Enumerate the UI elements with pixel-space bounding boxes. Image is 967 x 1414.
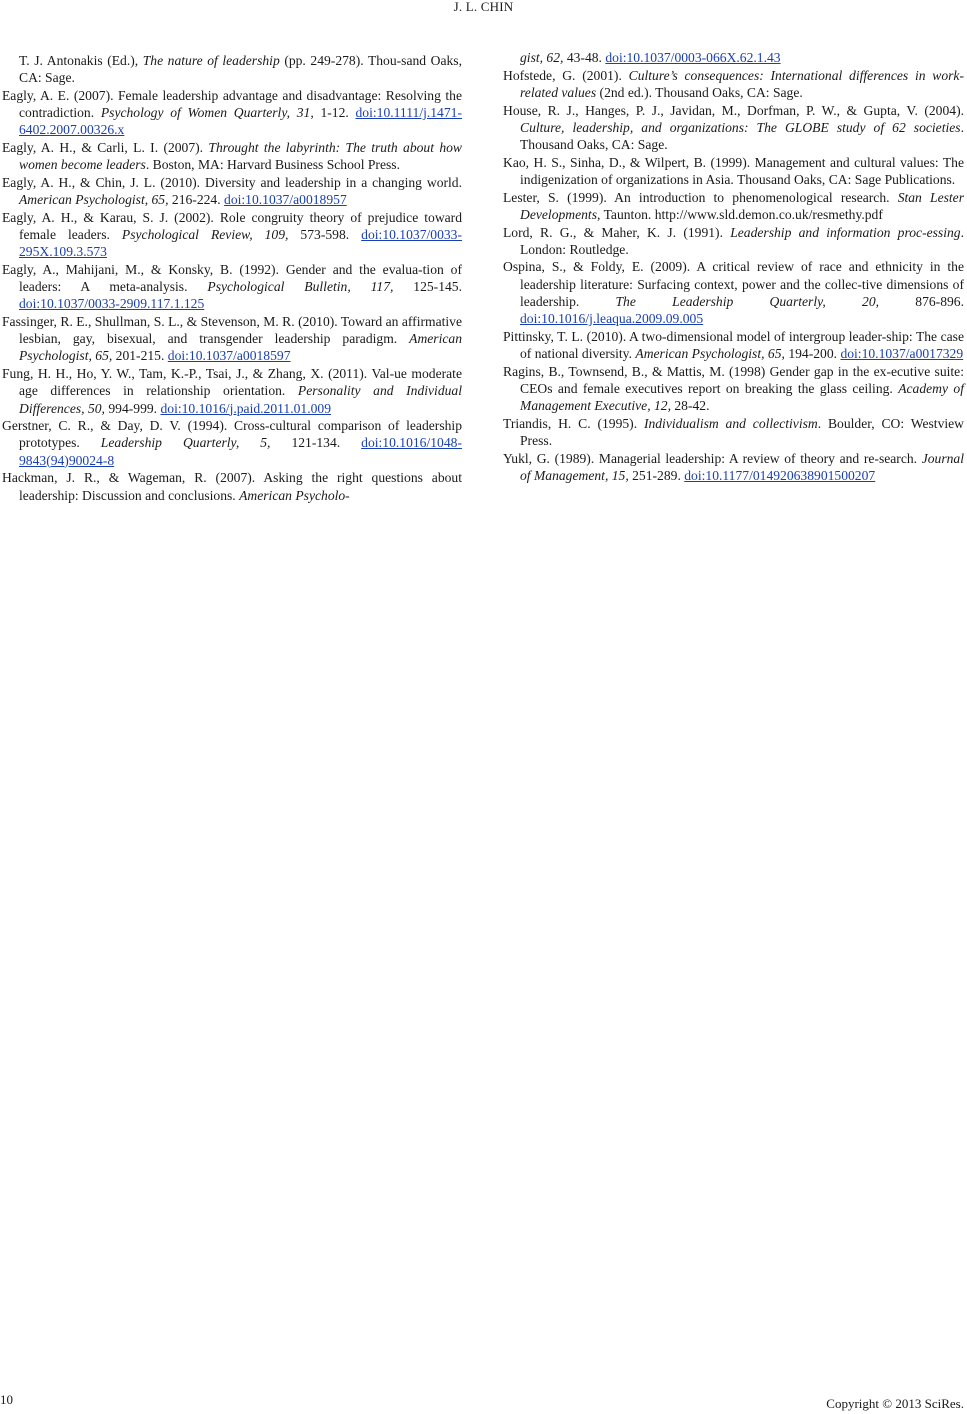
reference-title: The Leadership Quarterly, 20, xyxy=(615,293,880,309)
reference-title: The nature of leadership xyxy=(142,53,280,68)
page-number: 10 xyxy=(0,1392,13,1407)
reference-title: gist, 62, xyxy=(520,50,564,65)
references-column-right xyxy=(503,49,964,485)
reference-entry xyxy=(2,52,462,86)
doi-link[interactable]: doi:10.1111/j.1471-6402.2007.00326.x xyxy=(19,105,462,138)
reference-text: . London: Routledge. xyxy=(520,224,964,257)
reference-entry xyxy=(2,209,462,261)
reference-text: Triandis, H. C. (1995). xyxy=(503,415,644,431)
reference-entry xyxy=(503,189,964,223)
reference-text: . Boulder, CO: Westview Press. xyxy=(520,415,964,448)
doi-link[interactable]: doi:10.1037/a0017329 xyxy=(840,345,964,361)
reference-text: T. J. Antonakis (Ed.), xyxy=(19,53,143,68)
reference-text: House, R. J., Hanges, P. J., Javidan, M., Dorfman, P. W., & Gupta, V. (2004). xyxy=(503,102,964,118)
reference-text: 876-896. xyxy=(879,293,964,309)
reference-entry xyxy=(2,313,462,365)
reference-text: Eagly, A. H., & Chin, J. L. (2010). Diversity and leadership in a changing world. xyxy=(2,174,462,190)
reference-text: 28-42. xyxy=(670,398,710,414)
reference-text: Fassinger, R. E., Shullman, S. L., & Stevenson, M. R. (2010). Toward an affirmative lesbian, gay, bisexual, and transgender leadership paradigm. xyxy=(2,314,462,347)
doi-link[interactable]: doi:10.1037/0033-295X.109.3.573 xyxy=(19,227,462,260)
reference-title: Stan Lester Developments xyxy=(520,189,964,222)
reference-text: 201-215. xyxy=(112,348,168,364)
reference-entry xyxy=(2,261,462,313)
reference-title: Psychological Review, 109, xyxy=(121,227,289,243)
doi-link[interactable]: doi:10.1177/014920638901500207 xyxy=(684,467,876,483)
reference-entry xyxy=(2,174,462,208)
reference-text: . Thousand Oaks, CA: Sage. xyxy=(520,119,964,153)
reference-title: American Psychologist, 65, xyxy=(635,345,785,361)
reference-title: Individualism and collectivism xyxy=(643,415,818,431)
reference-text: 251-289. xyxy=(628,467,685,483)
reference-entry xyxy=(503,154,964,188)
reference-text: Lester, S. (1999). An introduction to phenomenological research. xyxy=(503,189,898,205)
reference-entry xyxy=(2,139,462,173)
references-column-left xyxy=(2,52,462,504)
doi-link[interactable]: doi:10.1016/j.leaqua.2009.09.005 xyxy=(520,311,704,327)
reference-entry xyxy=(2,87,462,139)
reference-text: Eagly, A. H., & Carli, L. I. (2007). xyxy=(2,140,209,156)
reference-text: Hackman, J. R., & Wageman, R. (2007). Asking the right questions about leadership: Discussion and conclusions. xyxy=(2,470,462,503)
reference-title: American Psychologist, 65, xyxy=(19,331,462,364)
reference-entry xyxy=(2,417,462,469)
reference-entry xyxy=(503,224,964,258)
reference-entry xyxy=(503,258,964,327)
reference-text: Ragins, B., Townsend, B., & Mattis, M. (1998) Gender gap in the ex-ecutive suite: CEOs and female executives report on breaking the glass ceiling. xyxy=(503,363,964,396)
reference-text: 1-12. xyxy=(313,105,356,121)
reference-text: Eagly, A. E. (2007). Female leadership advantage and disadvantage: Resolving the contradiction. xyxy=(2,87,462,121)
reference-text: 43-48. xyxy=(563,50,606,65)
reference-text: 194-200. xyxy=(784,345,841,361)
reference-text: Lord, R. G., & Maher, K. J. (1991). xyxy=(503,224,731,240)
reference-entry xyxy=(503,67,964,101)
reference-title: Leadership and information proc-essing xyxy=(730,224,961,240)
reference-title: Psychology of Women Quarterly, 31, xyxy=(100,105,314,121)
doi-link[interactable]: doi:10.1016/j.paid.2011.01.009 xyxy=(160,400,332,416)
reference-url: http://www.sld.demon.co.uk/resmethy.pdf xyxy=(654,206,883,222)
reference-text: Yukl, G. (1989). Managerial leadership: A review of theory and re-search. xyxy=(503,450,922,466)
reference-text: 216-224. xyxy=(168,192,225,208)
reference-title: Throught the labyrinth: The truth about how women become leaders xyxy=(19,140,462,173)
reference-text: (2nd ed.). Thousand Oaks, CA: Sage. xyxy=(596,84,803,100)
reference-entry xyxy=(503,49,964,66)
doi-link[interactable]: doi:10.1037/a0018957 xyxy=(224,192,347,208)
reference-title: American Psycholo- xyxy=(239,487,350,503)
reference-text: Kao, H. S., Sinha, D., & Wilpert, B. (1999). Management and cultural values: The indigenization of organizations in Asia. Thousand Oaks, CA: Sage Publications. xyxy=(503,154,964,187)
running-head: J. L. CHIN xyxy=(453,0,514,14)
reference-entry xyxy=(503,102,964,154)
reference-title: Psychological Bulletin, 117, xyxy=(207,279,394,295)
reference-entry xyxy=(503,363,964,415)
reference-title: Culture’s consequences: International differences in work-related values xyxy=(520,67,964,100)
doi-link[interactable]: doi:10.1037/a0018597 xyxy=(167,348,291,364)
doi-link[interactable]: doi:10.1016/1048-9843(94)90024-8 xyxy=(19,435,462,468)
reference-text: Pittinsky, T. L. (2010). A two-dimensional model of intergroup leader-ship: The case of national diversity. xyxy=(503,328,964,361)
reference-entry xyxy=(503,450,964,484)
reference-text: Fung, H. H., Ho, Y. W., Tam, K.-P., Tsai, J., & Zhang, X. (2011). Val-ue moderate age differences in relationship orientation. xyxy=(2,366,462,399)
reference-text: Eagly, A. H., & Karau, S. J. (2002). Role congruity theory of prejudice toward female leaders. xyxy=(2,209,462,243)
reference-text: Ospina, S., & Foldy, E. (2009). A critical review of race and ethnicity in the leadership literature: Surfacing context, power and the collec-tive dimensions of leadership. xyxy=(503,259,964,309)
reference-title: Culture, leadership, and organizations: The GLOBE study of 62 societies xyxy=(520,119,961,135)
reference-entry xyxy=(2,469,462,503)
reference-title: Academy of Management Executive, 12, xyxy=(520,380,964,414)
copyright-notice: Copyright © 2013 SciRes. xyxy=(826,1396,964,1411)
reference-entry xyxy=(503,328,964,362)
reference-text: 125-145. xyxy=(393,279,463,295)
reference-entry xyxy=(2,365,462,417)
reference-title: Personality and Individual Differences, 50, xyxy=(19,383,462,416)
doi-link[interactable]: doi:10.1037/0033-2909.117.1.125 xyxy=(19,296,205,312)
reference-text: Gerstner, C. R., & Day, D. V. (1994). Cross-cultural comparison of leadership prototypes. xyxy=(2,418,462,451)
reference-title: Journal of Management, 15, xyxy=(520,450,964,483)
reference-text: 121-134. xyxy=(270,435,362,451)
reference-text: 994-999. xyxy=(104,400,161,416)
reference-text: 573-598. xyxy=(288,227,362,243)
reference-title: Leadership Quarterly, 5, xyxy=(100,435,271,451)
doi-link[interactable]: doi:10.1037/0003-066X.62.1.43 xyxy=(605,50,781,65)
reference-text: Hofstede, G. (2001). xyxy=(503,67,629,83)
reference-text: (pp. 249-278). Thou-sand Oaks, CA: Sage. xyxy=(19,53,462,86)
reference-text: , Taunton. xyxy=(597,206,655,222)
reference-entry xyxy=(503,415,964,449)
reference-title: American Psychologist, 65, xyxy=(19,192,169,208)
reference-text: . Boston, MA: Harvard Business School Press. xyxy=(145,157,400,173)
reference-text: Eagly, A., Mahijani, M., & Konsky, B. (1992). Gender and the evalua-tion of leaders: A meta-analysis. xyxy=(2,261,462,295)
